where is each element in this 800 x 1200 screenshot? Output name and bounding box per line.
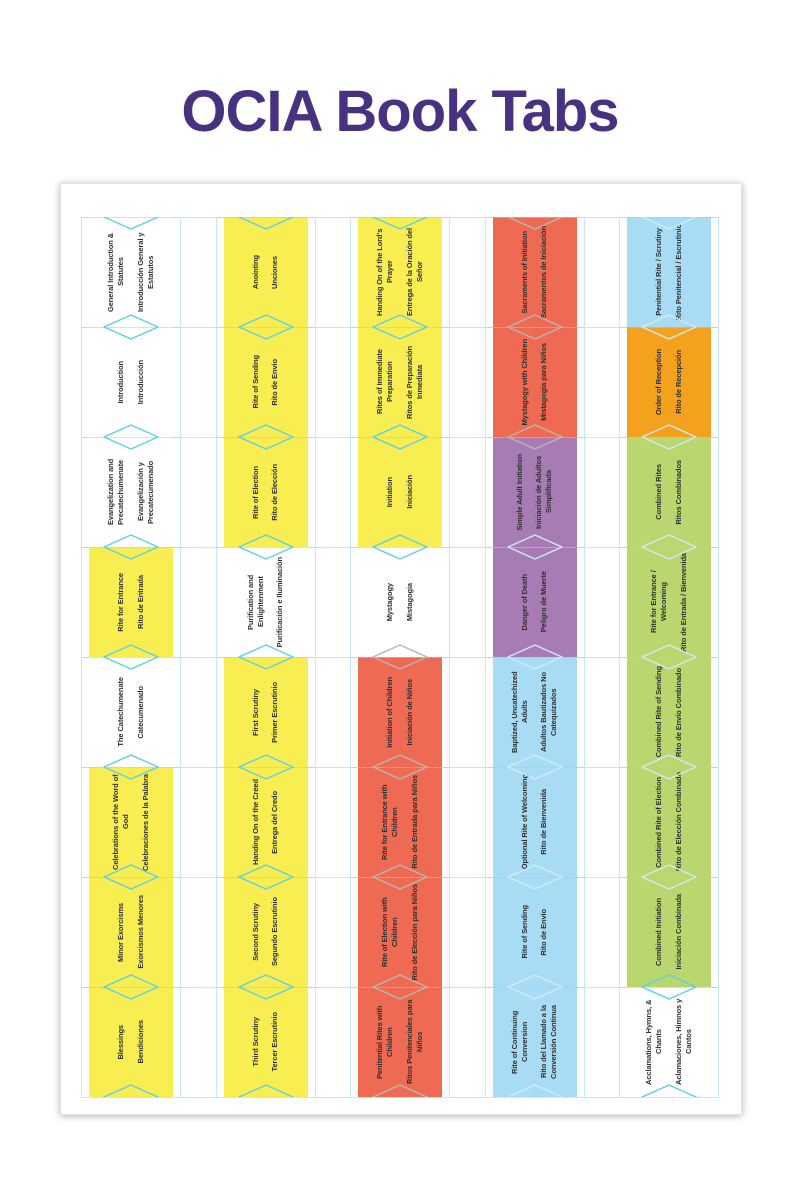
tab-label-en: Handing On of the Lord's Prayer xyxy=(375,228,395,316)
tab-label-en: Celebrations of the Word of God xyxy=(111,774,131,870)
tab-cell xyxy=(89,437,173,547)
tab-column xyxy=(619,217,719,1097)
fold-notch-icon xyxy=(506,217,564,230)
tab-label-en: Initiation of Children xyxy=(385,676,395,748)
tab-label-es: Entrega de la Oración del Señor xyxy=(404,228,424,316)
tab-cell xyxy=(224,327,308,437)
tab-label-es: Mistagogia xyxy=(404,582,414,622)
tab-label-en: Rite for Entrance with Children xyxy=(380,784,400,860)
tab-column xyxy=(216,217,316,1097)
tab-cell xyxy=(627,877,711,987)
tab-label-es: Sacramentos de Iniciación xyxy=(539,225,548,319)
fold-notch-icon xyxy=(371,424,429,450)
fold-notch-icon xyxy=(102,754,160,780)
fold-notch-icon xyxy=(237,534,295,560)
tab-cell xyxy=(89,657,173,767)
tab-label-en: Third Scrutiny xyxy=(250,1017,260,1067)
tab-cell xyxy=(493,437,577,547)
tab-cell xyxy=(224,217,308,327)
tab-cell xyxy=(627,437,711,547)
tab-cell xyxy=(224,987,308,1097)
tab-cell xyxy=(358,437,442,547)
fold-notch-icon xyxy=(102,534,160,560)
tab-label-es: Rito de Elección Combinado xyxy=(673,772,683,872)
tab-cell xyxy=(627,657,711,767)
fold-notch-icon xyxy=(640,217,698,230)
fold-notch-icon xyxy=(640,864,698,890)
tab-cell xyxy=(358,547,442,657)
fold-notch-icon xyxy=(506,864,564,890)
tab-cell xyxy=(493,547,577,657)
tab-cell xyxy=(627,767,711,877)
tab-cell xyxy=(358,987,442,1097)
tab-label-en: Rite of Continuing Conversion xyxy=(509,1010,529,1074)
tab-label-en: Rites of Immediate Preparation xyxy=(375,349,395,415)
fold-notch-icon xyxy=(237,644,295,670)
tab-cell xyxy=(358,217,442,327)
tab-label-es: Bendiciones xyxy=(135,1020,145,1064)
tab-cell xyxy=(89,547,173,657)
tab-cell xyxy=(224,547,308,657)
tab-cell xyxy=(89,217,173,327)
fold-notch-icon xyxy=(506,1084,564,1097)
fold-notch-icon xyxy=(506,314,564,340)
tab-cell xyxy=(224,657,308,767)
tab-cell xyxy=(627,327,711,437)
tab-label-es: Peligro de Muerte xyxy=(539,571,548,633)
tab-label-es: Iniciación de Adultos Simplificada xyxy=(533,455,554,529)
fold-notch-icon xyxy=(237,754,295,780)
tab-label-en: Mystagogy with Children xyxy=(519,338,529,426)
tab-label-es: Entrega del Credo xyxy=(270,790,279,854)
tab-label-en: Penitential Rite / Scrutiny xyxy=(654,228,664,316)
tab-label-es: Rito de Envío Combinado xyxy=(673,667,683,757)
fold-notch-icon xyxy=(640,974,698,1000)
tab-label-es: Rito del Llamado a la Conversión Continua xyxy=(539,1005,559,1079)
fold-notch-icon xyxy=(102,314,160,340)
tab-column xyxy=(485,217,585,1097)
fold-notch-icon xyxy=(237,217,295,230)
fold-notch-icon xyxy=(640,1084,698,1097)
tab-label-en: Blessings xyxy=(116,1024,126,1060)
tab-label-en: Combined Rite of Sending xyxy=(654,666,664,758)
tab-columns xyxy=(81,217,719,1097)
fold-notch-icon xyxy=(640,644,698,670)
fold-notch-icon xyxy=(506,644,564,670)
tab-cell xyxy=(89,767,173,877)
tab-label-es: Unciones xyxy=(270,255,279,289)
tab-label-es: Iniciación Combinada xyxy=(673,894,683,970)
tab-label-es: Rito de Entrada para Niños xyxy=(409,775,419,869)
tab-label-es: Catecumenado xyxy=(135,685,145,739)
tab-label-es: Rito Penitencial / Escrutinio xyxy=(673,223,683,321)
tab-label-en: Rite of Election xyxy=(250,465,260,519)
fold-notch-icon xyxy=(237,314,295,340)
tab-label-es: Segundo Escrutinio xyxy=(270,897,279,967)
tab-label-en: Penitential Rites with Children xyxy=(375,1005,395,1079)
tab-label-en: Rite for Entrance xyxy=(116,572,126,632)
fold-notch-icon xyxy=(102,1084,160,1097)
fold-notch-icon xyxy=(371,534,429,560)
tab-column xyxy=(350,217,450,1097)
grid-line xyxy=(81,1097,719,1098)
fold-notch-icon xyxy=(506,754,564,780)
tab-label-en: Acclamations, Hymns, & Chants xyxy=(644,999,664,1085)
fold-notch-icon xyxy=(102,974,160,1000)
tab-grid xyxy=(81,217,719,1097)
tab-cell xyxy=(89,877,173,987)
fold-notch-icon xyxy=(371,754,429,780)
fold-notch-icon xyxy=(506,424,564,450)
fold-notch-icon xyxy=(237,974,295,1000)
tab-label-en: Optional Rite of Welcoming xyxy=(519,774,529,870)
fold-notch-icon xyxy=(506,974,564,1000)
fold-notch-icon xyxy=(237,1084,295,1097)
tab-label-en: First Scrutiny xyxy=(250,688,260,736)
tab-label-es: Introducción xyxy=(135,359,145,405)
fold-notch-icon xyxy=(102,217,160,230)
tab-label-en: Mystagogy xyxy=(385,582,395,622)
tab-cell xyxy=(224,767,308,877)
tab-label-es: Rito de Entrada / Bienvenida xyxy=(678,552,688,652)
tab-cell xyxy=(358,877,442,987)
tab-label-en: Combined Initiation xyxy=(654,897,664,967)
tab-label-en: Simple Adult Initiation xyxy=(514,453,524,531)
tab-label-en: Purification and Enlightenment xyxy=(245,574,265,630)
tab-cell xyxy=(493,217,577,327)
tab-label-es: Rito de Entrada xyxy=(135,575,145,629)
tab-cell xyxy=(89,327,173,437)
tab-label-en: Anointing xyxy=(250,254,260,290)
tab-label-es: Rito de Envío xyxy=(539,908,548,956)
tab-label-en: General Introduction & Statutes xyxy=(106,232,126,312)
tab-label-es: Aclamaciones, Himnos y Cantos xyxy=(673,998,693,1086)
tab-label-es: Exorcismos Menores xyxy=(135,895,145,969)
tab-cell xyxy=(493,987,577,1097)
fold-notch-icon xyxy=(102,864,160,890)
tab-cell xyxy=(627,547,711,657)
tab-label-es: Rito de Elección xyxy=(270,463,279,521)
tab-cell xyxy=(493,767,577,877)
tab-label-es: Introducción General y Estatutos xyxy=(135,232,155,312)
tab-label-en: Combined Rites xyxy=(654,464,664,520)
tab-label-en: Rite for Entrance / Welcoming xyxy=(649,570,669,634)
tab-label-es: Primer Escrutinio xyxy=(270,681,279,743)
tab-label-es: Rito de Bienvenida xyxy=(539,789,548,855)
tab-label-en: Handing On of the Creed xyxy=(250,778,260,866)
tab-label-es: Adultos Bautizados No Catequizados xyxy=(539,672,559,752)
tab-label-en: Danger of Death xyxy=(519,573,529,631)
fold-notch-icon xyxy=(102,424,160,450)
tab-label-en: Rite of Sending xyxy=(519,905,529,959)
tab-cell xyxy=(627,987,711,1097)
tab-label-es: Iniciación de Niños xyxy=(404,678,414,746)
tab-cell xyxy=(358,327,442,437)
tab-label-en: Rite of Election with Children xyxy=(380,897,400,967)
tab-cell xyxy=(224,877,308,987)
tab-cell xyxy=(493,877,577,987)
tab-label-en: The Catechumenate xyxy=(116,677,126,747)
tab-label-es: Rito de Recepción xyxy=(673,350,683,414)
tab-label-es: Ritos Penitenciales para Niños xyxy=(404,999,424,1085)
tab-label-es: Purificación e Iluminación xyxy=(275,556,285,648)
tab-label-en: Evangelization and Precatechumenate xyxy=(106,458,126,526)
tab-label-en: Minor Exorcisms xyxy=(116,902,126,962)
tab-label-es: Celebraciones de la Palabra xyxy=(140,773,150,871)
fold-notch-icon xyxy=(371,974,429,1000)
tab-cell xyxy=(493,327,577,437)
tab-label-en: Second Scrutiny xyxy=(250,903,260,961)
tab-cell xyxy=(627,217,711,327)
fold-notch-icon xyxy=(640,754,698,780)
fold-notch-icon xyxy=(371,644,429,670)
tab-label-es: Ritos Combinados xyxy=(673,459,683,525)
tab-label-es: Ritos de Preparación Inmediata xyxy=(404,345,424,419)
fold-notch-icon xyxy=(371,314,429,340)
fold-notch-icon xyxy=(102,644,160,670)
tab-label-en: Order of Reception xyxy=(654,348,664,416)
tab-label-es: Iniciación xyxy=(404,475,414,509)
tab-label-en: Combined Rite of Election xyxy=(654,776,664,868)
fold-notch-icon xyxy=(640,534,698,560)
fold-notch-icon xyxy=(506,534,564,560)
tab-cell xyxy=(224,437,308,547)
tab-label-en: Baptized, Uncatechized Adults xyxy=(509,671,529,753)
tab-label-en: Initiation xyxy=(385,476,395,508)
tab-cell xyxy=(493,657,577,767)
tab-cell xyxy=(358,657,442,767)
tab-cell xyxy=(358,767,442,877)
tab-label-es: Rito de Elección para Niños xyxy=(409,883,419,981)
fold-notch-icon xyxy=(640,314,698,340)
fold-notch-icon xyxy=(371,1084,429,1097)
tab-label-en: Sacraments of Initiation xyxy=(519,230,529,314)
tab-label-en: Introduction xyxy=(116,360,126,404)
fold-notch-icon xyxy=(237,864,295,890)
tab-label-es: Tercer Escrutinio xyxy=(270,1012,279,1072)
printable-sheet xyxy=(60,183,742,1115)
tab-column xyxy=(81,217,181,1097)
tab-cell xyxy=(89,987,173,1097)
fold-notch-icon xyxy=(371,864,429,890)
fold-notch-icon xyxy=(371,217,429,230)
tab-label-es: Mistagogia para Niños xyxy=(539,343,548,421)
tab-label-es: Rito de Envío xyxy=(270,358,279,406)
tab-label-es: Evangelización y Precatecumenado xyxy=(135,460,155,524)
tab-label-en: Rite of Sending xyxy=(250,355,260,409)
fold-notch-icon xyxy=(640,424,698,450)
fold-notch-icon xyxy=(237,424,295,450)
page-title: OCIA Book Tabs xyxy=(181,79,619,144)
